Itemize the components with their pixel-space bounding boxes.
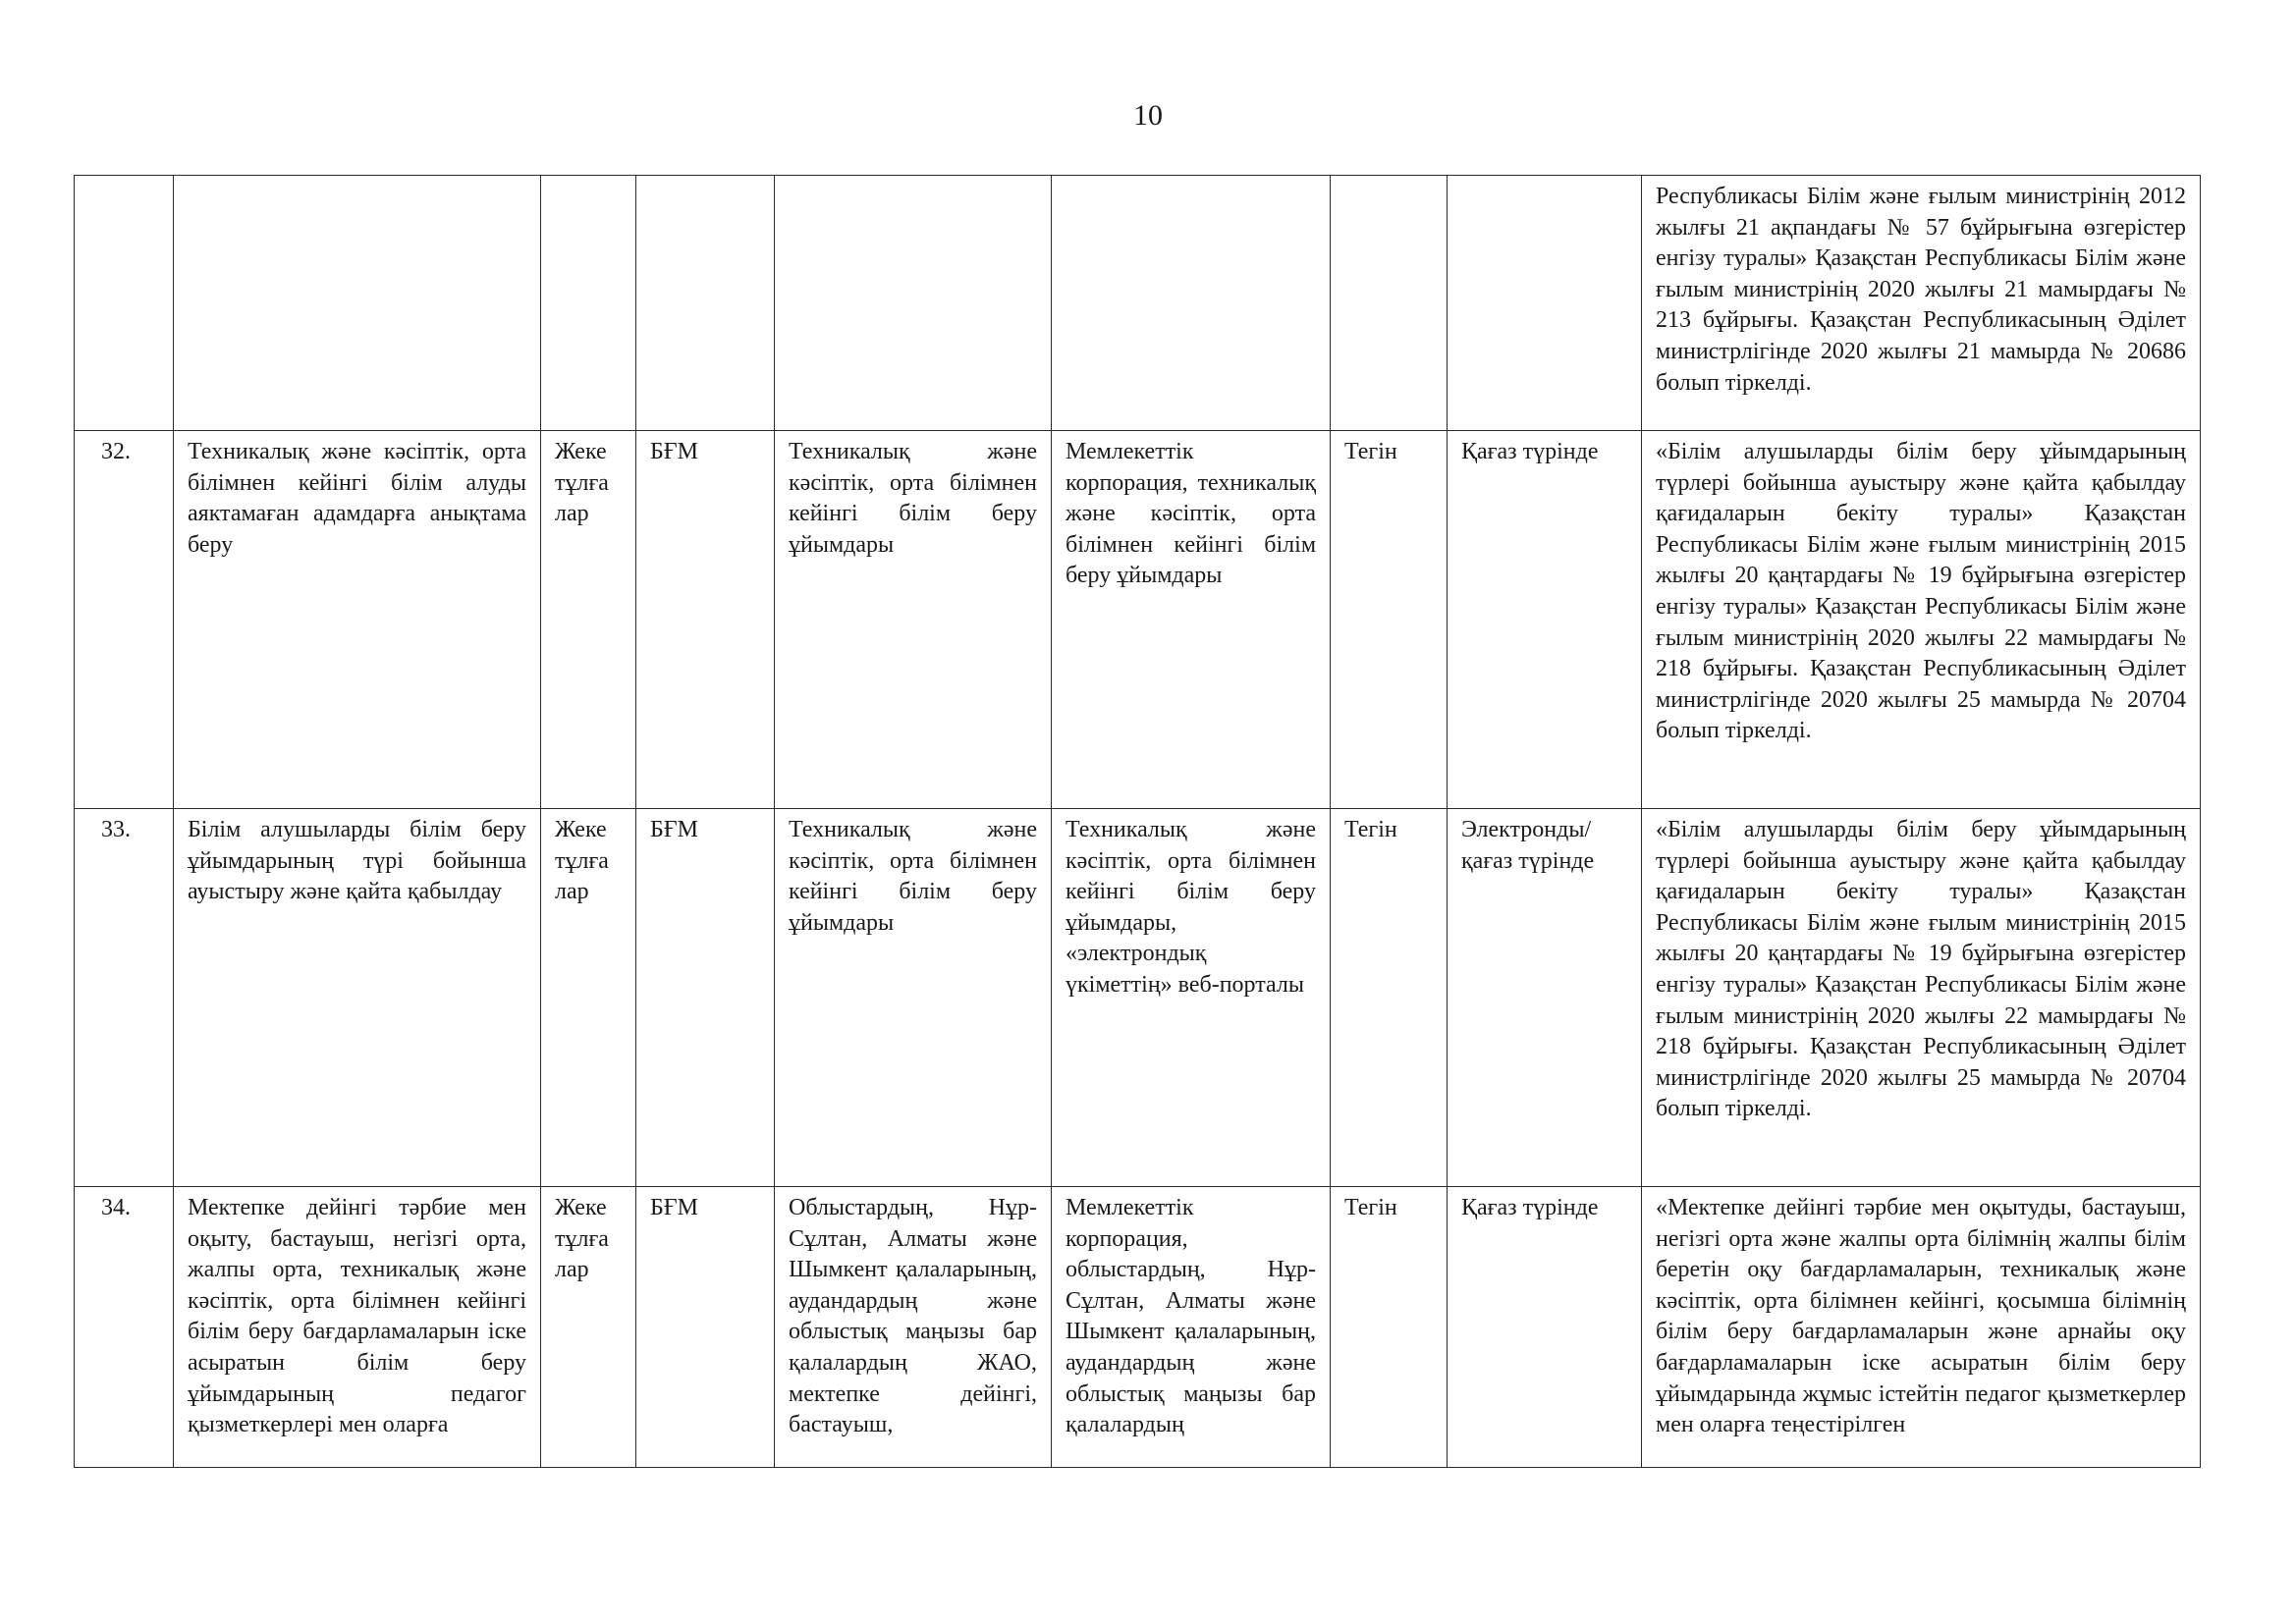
recipient-cell: Жеке тұлға лар [541, 809, 636, 1187]
acceptance-cell: Техникалық және кәсіптік, орта білімнен кейінгі білім беру ұйымдары, «электрондық үкіметтің» веб-порталы [1052, 809, 1331, 1187]
provider-cell: Техникалық және кәсіптік, орта білімнен кейінгі білім беру ұйымдары [775, 809, 1052, 1187]
acceptance-cell: Мемлекеттік корпорация, облыстардың, Нұр-Сұлтан, Алматы және Шымкент қалаларының, аудандардың және облыстық маңызы бар қалалардың [1052, 1187, 1331, 1468]
provider-cell [775, 176, 1052, 431]
services-table [74, 175, 2201, 1468]
legal-basis-cell: Республикасы Білім және ғылым министрінің 2012 жылғы 21 ақпандағы № 57 бұйрығына өзгерістер енгізу туралы» Қазақстан Республикасы Білім және ғылым министрінің 2020 жылғы 21 мамырдағы № 213 бұйрығы. Қазақстан Республикасының Әділет министрлігінде 2020 жылғы 21 мамырда № 20686 болып тіркелді. [1642, 176, 2201, 431]
recipient-cell [541, 176, 636, 431]
row-number-cell [75, 176, 174, 431]
fee-cell [1331, 176, 1448, 431]
row-number-cell: 32. [75, 431, 174, 809]
page-number: 10 [1133, 99, 1163, 132]
fee-cell: Тегін [1331, 431, 1448, 809]
service-name-cell: Мектепке дейінгі тәрбие мен оқыту, бастауыш, негізгі орта, жалпы орта, техникалық және кәсіптік, орта білімнен кейінгі білім беру бағдарламаларын іске асыратын білім беру ұйымдарының педагог қызметкерлері мен оларға [174, 1187, 541, 1468]
legal-basis-cell: «Мектепке дейінгі тәрбие мен оқытуды, бастауыш, негізгі орта және жалпы орта білімнің жалпы білім беретін оқу бағдарламаларын, техникалық және кәсіптік, орта білімнен кейінгі, қосымша білімнің білім беру бағдарламаларын және арнайы оқу бағдарламаларын іске асыратын білім беру ұйымдарында жұмыс істейтін педагог қызметкерлер мен оларға теңестірілген [1642, 1187, 2201, 1468]
row-number-cell: 33. [75, 809, 174, 1187]
fee-cell: Тегін [1331, 809, 1448, 1187]
form-cell [1448, 176, 1642, 431]
form-cell: Қағаз түрінде [1448, 431, 1642, 809]
form-cell: Электронды/ қағаз түрінде [1448, 809, 1642, 1187]
table-row [75, 1187, 2201, 1468]
recipient-cell: Жеке тұлға лар [541, 431, 636, 809]
row-number-cell: 34. [75, 1187, 174, 1468]
service-name-cell [174, 176, 541, 431]
legal-basis-cell: «Білім алушыларды білім беру ұйымдарының түрлері бойынша ауыстыру және қайта қабылдау қағидаларын бекіту туралы» Қазақстан Республикасы Білім және ғылым министрінің 2015 жылғы 20 қаңтардағы № 19 бұйрығына өзгерістер енгізу туралы» Қазақстан Республикасы Білім және ғылым министрінің 2020 жылғы 22 мамырдағы № 218 бұйрығы. Қазақстан Республикасының Әділет министрлігінде 2020 жылғы 25 мамырда № 20704 болып тіркелді. [1642, 431, 2201, 809]
form-cell: Қағаз түрінде [1448, 1187, 1642, 1468]
ministry-cell: БҒМ [636, 809, 775, 1187]
recipient-cell: Жеке тұлға лар [541, 1187, 636, 1468]
table-row [75, 809, 2201, 1187]
legal-basis-cell: «Білім алушыларды білім беру ұйымдарының түрлері бойынша ауыстыру және қайта қабылдау қағидаларын бекіту туралы» Қазақстан Республикасы Білім және ғылым министрінің 2015 жылғы 20 қаңтардағы № 19 бұйрығына өзгерістер енгізу туралы» Қазақстан Республикасы Білім және ғылым министрінің 2020 жылғы 22 мамырдағы № 218 бұйрығы. Қазақстан Республикасының Әділет министрлігінде 2020 жылғы 25 мамырда № 20704 болып тіркелді. [1642, 809, 2201, 1187]
ministry-cell: БҒМ [636, 1187, 775, 1468]
acceptance-cell: Мемлекеттік корпорация, техникалық және кәсіптік, орта білімнен кейінгі білім беру ұйымдары [1052, 431, 1331, 809]
provider-cell: Техникалық және кәсіптік, орта білімнен кейінгі білім беру ұйымдары [775, 431, 1052, 809]
fee-cell: Тегін [1331, 1187, 1448, 1468]
service-name-cell: Білім алушыларды білім беру ұйымдарының түрі бойынша ауыстыру және қайта қабылдау [174, 809, 541, 1187]
table-row [75, 431, 2201, 809]
provider-cell: Облыстардың, Нұр-Сұлтан, Алматы және Шымкент қалаларының, аудандардың және облыстық маңызы бар қалалардың ЖАО, мектепке дейінгі, бастауыш, [775, 1187, 1052, 1468]
ministry-cell: БҒМ [636, 431, 775, 809]
service-name-cell: Техникалық және кәсіптік, орта білімнен кейінгі білім алуды аяктамаған адамдарға анықтама беру [174, 431, 541, 809]
acceptance-cell [1052, 176, 1331, 431]
table-row [75, 176, 2201, 431]
ministry-cell [636, 176, 775, 431]
